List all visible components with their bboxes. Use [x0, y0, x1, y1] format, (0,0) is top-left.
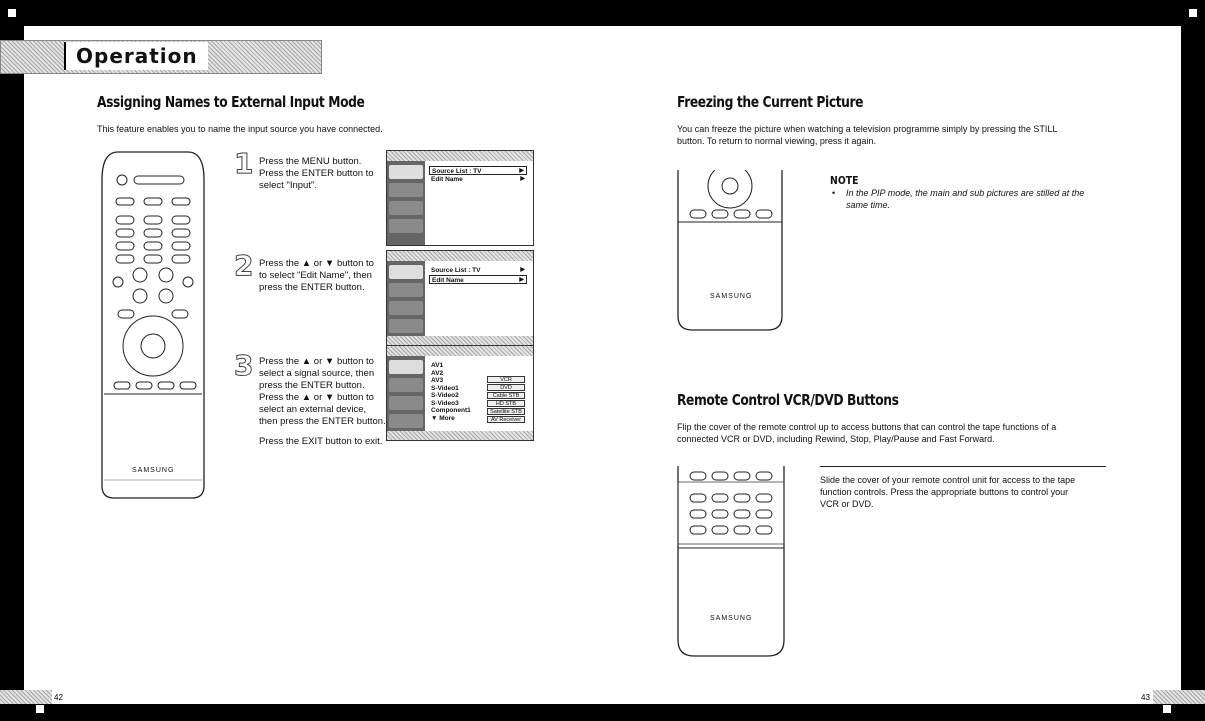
vcr-detail-rule	[820, 466, 1106, 467]
osd-title-bar	[387, 251, 533, 261]
osd-source-item: AV2	[431, 369, 444, 377]
step-2-line: Press the ▲ or ▼ button to	[259, 258, 374, 269]
osd-setup-icon	[389, 219, 423, 233]
osd-sound-icon	[389, 301, 423, 315]
left-intro: This feature enables you to name the input source you have connected.	[97, 124, 383, 134]
vcr-text	[677, 421, 1056, 445]
step-2-line: press the ENTER button.	[259, 282, 365, 293]
remote-still-illustration	[674, 170, 786, 332]
osd-edit-name-item	[429, 275, 527, 284]
frame-bottom	[0, 704, 1205, 721]
remote-brand: SAMSUNG	[710, 293, 753, 300]
vcr-detail-line: VCR or DVD.	[820, 499, 874, 509]
vcr-heading: Remote Control VCR/DVD Buttons	[677, 391, 899, 409]
step-3-line: Press the ▲ or ▼ button to	[259, 392, 374, 403]
osd-arrow-icon: ▶	[519, 168, 524, 174]
osd-device-option: DVD	[487, 384, 525, 391]
osd-screen-1	[386, 150, 534, 246]
osd-source-list	[431, 362, 471, 422]
osd-source-item: Component1	[431, 407, 471, 414]
osd-setup-icon	[389, 319, 423, 333]
osd-source-item: S-Video2	[431, 392, 459, 399]
osd-title-bar	[387, 151, 533, 161]
freeze-text-line: You can freeze the picture when watching a television programme simply by pressing the STILL	[677, 124, 1058, 134]
note-bullet-icon: •	[832, 188, 836, 198]
vcr-detail-line: Slide the cover of your remote control unit for access to the tape	[820, 475, 1076, 485]
osd-arrow-icon: ▶	[520, 267, 525, 273]
osd-source-item: ▼ More	[431, 414, 455, 422]
osd-device-option: Cable STB	[487, 392, 525, 399]
osd-source-item: S-Video1	[431, 384, 459, 392]
osd-arrow-icon: ▶	[520, 176, 525, 182]
osd-sound-icon	[389, 201, 423, 215]
osd-source-list-item	[429, 166, 527, 175]
freeze-heading: Freezing the Current Picture	[677, 93, 864, 111]
osd-input-icon	[389, 165, 423, 179]
corner-mark	[1189, 9, 1197, 17]
step-3-text	[259, 356, 386, 448]
remote-brand: SAMSUNG	[710, 615, 753, 622]
step-3-exit-note: Press the EXIT button to exit.	[259, 436, 383, 447]
vcr-detail-line: function controls. Press the appropriate buttons to control your	[820, 487, 1069, 497]
osd-picture-icon	[389, 183, 423, 197]
osd-picture-icon	[389, 283, 423, 297]
corner-mark	[36, 705, 44, 713]
step-2-line: to select "Edit Name", then	[259, 270, 372, 281]
note-text	[846, 187, 1084, 211]
step-2-text	[259, 258, 374, 294]
osd-device-option: Satellite STB	[487, 408, 525, 415]
step-3-number: 3	[234, 349, 254, 382]
osd-sidebar	[387, 261, 425, 345]
step-3-line: select an external device,	[259, 404, 367, 415]
osd-source-item: AV3	[431, 377, 444, 384]
frame-top	[0, 0, 1205, 26]
osd-arrow-icon: ▶	[519, 277, 524, 283]
osd-edit-name-item	[429, 175, 527, 184]
osd-sound-icon	[389, 396, 423, 410]
osd-sidebar	[387, 161, 425, 245]
corner-mark	[8, 9, 16, 17]
osd-device-option: VCR	[487, 376, 525, 383]
osd-sidebar	[387, 356, 425, 440]
osd-device-option: HD STB	[487, 400, 525, 407]
step-1-line: select "Input".	[259, 180, 317, 191]
corner-mark	[1163, 705, 1171, 713]
freeze-text-line: button. To return to normal viewing, press it again.	[677, 136, 876, 146]
page-tab-right	[1153, 690, 1205, 704]
vcr-text-line: Flip the cover of the remote control up to access buttons that can control the tape functions of a	[677, 422, 1057, 432]
osd-item-label: Edit Name	[431, 176, 463, 183]
page-number-right: 43	[1141, 693, 1150, 702]
left-heading: Assigning Names to External Input Mode	[97, 93, 365, 111]
frame-left	[0, 0, 24, 721]
remote-brand: SAMSUNG	[132, 467, 175, 474]
osd-screen-2	[386, 250, 534, 346]
step-1-line: Press the ENTER button to	[259, 168, 374, 179]
step-3-line: Press the ▲ or ▼ button to	[259, 356, 374, 367]
osd-source-item: S-Video3	[431, 399, 459, 407]
osd-input-icon	[389, 265, 423, 279]
freeze-text	[677, 123, 1057, 147]
osd-bottom-bar	[387, 431, 533, 440]
step-1-number: 1	[234, 147, 254, 180]
note-title: NOTE	[830, 174, 859, 187]
step-3-line: select a signal source, then	[259, 368, 375, 379]
osd-item-label: Edit Name	[432, 277, 464, 284]
osd-picture-icon	[389, 378, 423, 392]
step-3-line: then press the ENTER button.	[259, 416, 386, 427]
page-tab-left	[0, 690, 52, 704]
osd-bottom-bar	[387, 336, 533, 345]
remote-vcr-illustration	[676, 466, 786, 658]
osd-input-icon	[389, 360, 423, 374]
step-1-text	[259, 156, 374, 192]
osd-source-list-item	[429, 266, 527, 275]
step-1-line: Press the MENU button.	[259, 156, 362, 167]
step-3-line: press the ENTER button.	[259, 380, 365, 391]
section-title: Operation	[64, 42, 208, 70]
osd-item-label: Source List : TV	[431, 267, 481, 274]
osd-screen-3	[386, 345, 534, 441]
vcr-detail-text	[820, 474, 1075, 510]
vcr-text-line: connected VCR or DVD, including Rewind, Stop, Play/Pause and Fast Forward.	[677, 434, 995, 444]
note-line: same time.	[846, 200, 891, 210]
osd-device-option: AV Receiver	[487, 416, 525, 423]
osd-setup-icon	[389, 414, 423, 428]
remote-control-illustration	[100, 150, 206, 500]
osd-title-bar	[387, 346, 533, 356]
note-line: In the PIP mode, the main and sub pictures are stilled at the	[846, 188, 1085, 198]
osd-item-label: Source List : TV	[432, 168, 482, 175]
page-number-left: 42	[54, 693, 63, 702]
frame-right	[1181, 0, 1205, 721]
osd-source-item: AV1	[431, 362, 444, 369]
step-2-number: 2	[234, 249, 254, 282]
